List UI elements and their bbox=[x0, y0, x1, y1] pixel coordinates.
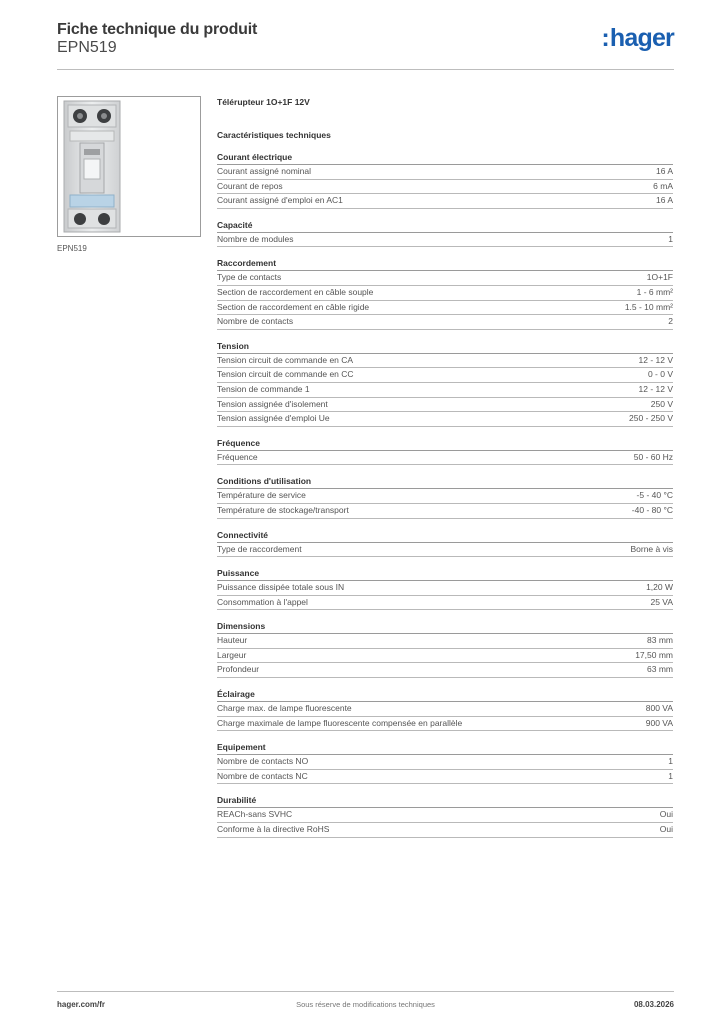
spec-group-title: Equipement bbox=[217, 741, 673, 755]
spec-group bbox=[217, 794, 673, 837]
spec-label: REACh-sans SVHC bbox=[217, 809, 293, 820]
spec-group bbox=[217, 437, 673, 466]
spec-label: Section de raccordement en câble rigide bbox=[217, 301, 370, 312]
spec-label: Courant de repos bbox=[217, 180, 283, 191]
spec-label: Tension de commande 1 bbox=[217, 383, 310, 394]
specs-heading: Caractéristiques techniques bbox=[217, 130, 331, 140]
spec-row bbox=[217, 271, 673, 286]
contactor-illustration bbox=[58, 97, 200, 236]
spec-label: Largeur bbox=[217, 649, 247, 660]
spec-value: 1.5 - 10 mm² bbox=[624, 301, 673, 312]
page-header bbox=[57, 21, 674, 70]
spec-group-title: Conditions d'utilisation bbox=[217, 475, 673, 489]
spec-row bbox=[217, 301, 673, 316]
spec-group-title: Éclairage bbox=[217, 688, 673, 702]
spec-group-title: Fréquence bbox=[217, 437, 673, 451]
spec-label: Fréquence bbox=[217, 451, 258, 462]
spec-label: Courant assigné d'emploi en AC1 bbox=[217, 195, 343, 206]
spec-row bbox=[217, 634, 673, 649]
page-footer bbox=[57, 991, 674, 1016]
spec-value: 1 bbox=[668, 770, 673, 781]
spec-row bbox=[217, 451, 673, 466]
spec-label: Courant assigné nominal bbox=[217, 166, 312, 176]
spec-row bbox=[217, 581, 673, 596]
spec-row bbox=[217, 717, 673, 732]
spec-group-title: Connectivité bbox=[217, 529, 673, 543]
spec-label: Nombre de modules bbox=[217, 233, 294, 244]
spec-group bbox=[217, 741, 673, 784]
spec-row bbox=[217, 543, 673, 558]
document-title: Fiche technique du produit bbox=[57, 21, 258, 38]
spec-row bbox=[217, 663, 673, 678]
spec-group bbox=[217, 340, 673, 427]
spec-value: -5 - 40 °C bbox=[636, 490, 673, 501]
spec-row bbox=[217, 354, 673, 369]
spec-value: 1O+1F bbox=[646, 272, 673, 283]
spec-value: 63 mm bbox=[647, 664, 673, 675]
spec-value: 16 A bbox=[655, 195, 673, 206]
spec-value: 1 - 6 mm² bbox=[636, 286, 673, 297]
spec-group-title: Raccordement bbox=[217, 257, 673, 271]
spec-group bbox=[217, 219, 673, 248]
spec-row bbox=[217, 412, 673, 427]
spec-group bbox=[217, 475, 673, 518]
spec-label: Section de raccordement en câble souple bbox=[217, 286, 374, 297]
spec-label: Puissance dissipée totale sous IN bbox=[217, 582, 345, 593]
spec-group-title: Courant électrique bbox=[217, 151, 673, 165]
footer-date: 08.03.2026 bbox=[633, 1000, 674, 1009]
spec-label: Hauteur bbox=[217, 635, 248, 646]
hager-logo: :hager bbox=[601, 24, 674, 52]
spec-row bbox=[217, 368, 673, 383]
spec-row bbox=[217, 504, 673, 519]
product-image bbox=[57, 96, 201, 237]
spec-label: Tension assignée d'isolement bbox=[217, 398, 328, 409]
spec-row bbox=[217, 194, 673, 209]
spec-value: 900 VA bbox=[645, 717, 673, 728]
spec-value: -40 - 80 °C bbox=[631, 504, 673, 515]
spec-value: 83 mm bbox=[647, 635, 673, 646]
spec-value: 6 mA bbox=[653, 180, 673, 191]
spec-value: Oui bbox=[659, 809, 673, 820]
spec-label: Charge maximale de lampe fluorescente compensée en parallèle bbox=[217, 717, 463, 728]
spec-value: 16 A bbox=[655, 166, 673, 176]
spec-value: 800 VA bbox=[645, 703, 673, 714]
spec-row bbox=[217, 383, 673, 398]
footer-website[interactable]: hager.com/fr bbox=[57, 1000, 106, 1009]
product-name: Télérupteur 1O+1F 12V bbox=[217, 97, 310, 107]
product-reference: EPN519 bbox=[57, 39, 117, 56]
spec-value: 12 - 12 V bbox=[638, 383, 673, 394]
product-image-caption: EPN519 bbox=[57, 244, 87, 253]
logo-text: hager bbox=[609, 24, 674, 52]
spec-value: 250 V bbox=[650, 398, 673, 409]
spec-value: 2 bbox=[668, 316, 673, 327]
spec-label: Conforme à la directive RoHS bbox=[217, 824, 330, 835]
spec-label: Consommation à l'appel bbox=[217, 596, 308, 607]
spec-row bbox=[217, 649, 673, 664]
spec-label: Type de contacts bbox=[217, 272, 282, 283]
spec-row bbox=[217, 233, 673, 248]
spec-content bbox=[217, 96, 673, 838]
spec-label: Profondeur bbox=[217, 664, 260, 675]
spec-label: Tension assignée d'emploi Ue bbox=[217, 413, 330, 424]
spec-row bbox=[217, 823, 673, 838]
spec-value: 17,50 mm bbox=[635, 649, 673, 660]
spec-group-title: Durabilité bbox=[217, 794, 673, 808]
spec-value: 25 VA bbox=[650, 596, 673, 607]
spec-label: Nombre de contacts NO bbox=[217, 756, 309, 767]
spec-row bbox=[217, 180, 673, 195]
spec-group bbox=[217, 151, 673, 209]
spec-row bbox=[217, 286, 673, 301]
spec-group bbox=[217, 529, 673, 558]
spec-row bbox=[217, 770, 673, 785]
spec-row bbox=[217, 702, 673, 717]
spec-row bbox=[217, 755, 673, 770]
spec-row bbox=[217, 808, 673, 823]
spec-group-title: Tension bbox=[217, 340, 673, 354]
spec-value: Oui bbox=[659, 824, 673, 835]
spec-label: Température de service bbox=[217, 490, 306, 501]
spec-value: 12 - 12 V bbox=[638, 354, 673, 365]
spec-groups bbox=[217, 151, 673, 838]
spec-row bbox=[217, 165, 673, 180]
spec-value: 250 - 250 V bbox=[629, 413, 673, 424]
spec-value: 1 bbox=[668, 233, 673, 244]
spec-label: Nombre de contacts bbox=[217, 316, 294, 327]
spec-value: 0 - 0 V bbox=[647, 369, 673, 380]
spec-group bbox=[217, 567, 673, 610]
spec-row bbox=[217, 489, 673, 504]
spec-label: Tension circuit de commande en CC bbox=[217, 369, 354, 380]
spec-group bbox=[217, 257, 673, 329]
spec-group bbox=[217, 620, 673, 678]
spec-row bbox=[217, 596, 673, 611]
spec-label: Nombre de contacts NC bbox=[217, 770, 308, 781]
spec-group-title: Dimensions bbox=[217, 620, 673, 634]
spec-group bbox=[217, 688, 673, 731]
spec-group-title: Capacité bbox=[217, 219, 673, 233]
spec-value: 50 - 60 Hz bbox=[633, 451, 673, 462]
spec-row bbox=[217, 398, 673, 413]
spec-label: Type de raccordement bbox=[217, 543, 302, 554]
spec-label: Température de stockage/transport bbox=[217, 504, 349, 515]
spec-value: 1,20 W bbox=[646, 582, 673, 593]
spec-value: 1 bbox=[668, 756, 673, 767]
spec-label: Tension circuit de commande en CA bbox=[217, 354, 354, 365]
spec-row bbox=[217, 315, 673, 330]
spec-label: Charge max. de lampe fluorescente bbox=[217, 703, 352, 714]
spec-value: Borne à vis bbox=[630, 543, 673, 554]
footer-notice: Sous réserve de modifications techniques bbox=[296, 1000, 435, 1009]
spec-group-title: Puissance bbox=[217, 567, 673, 581]
